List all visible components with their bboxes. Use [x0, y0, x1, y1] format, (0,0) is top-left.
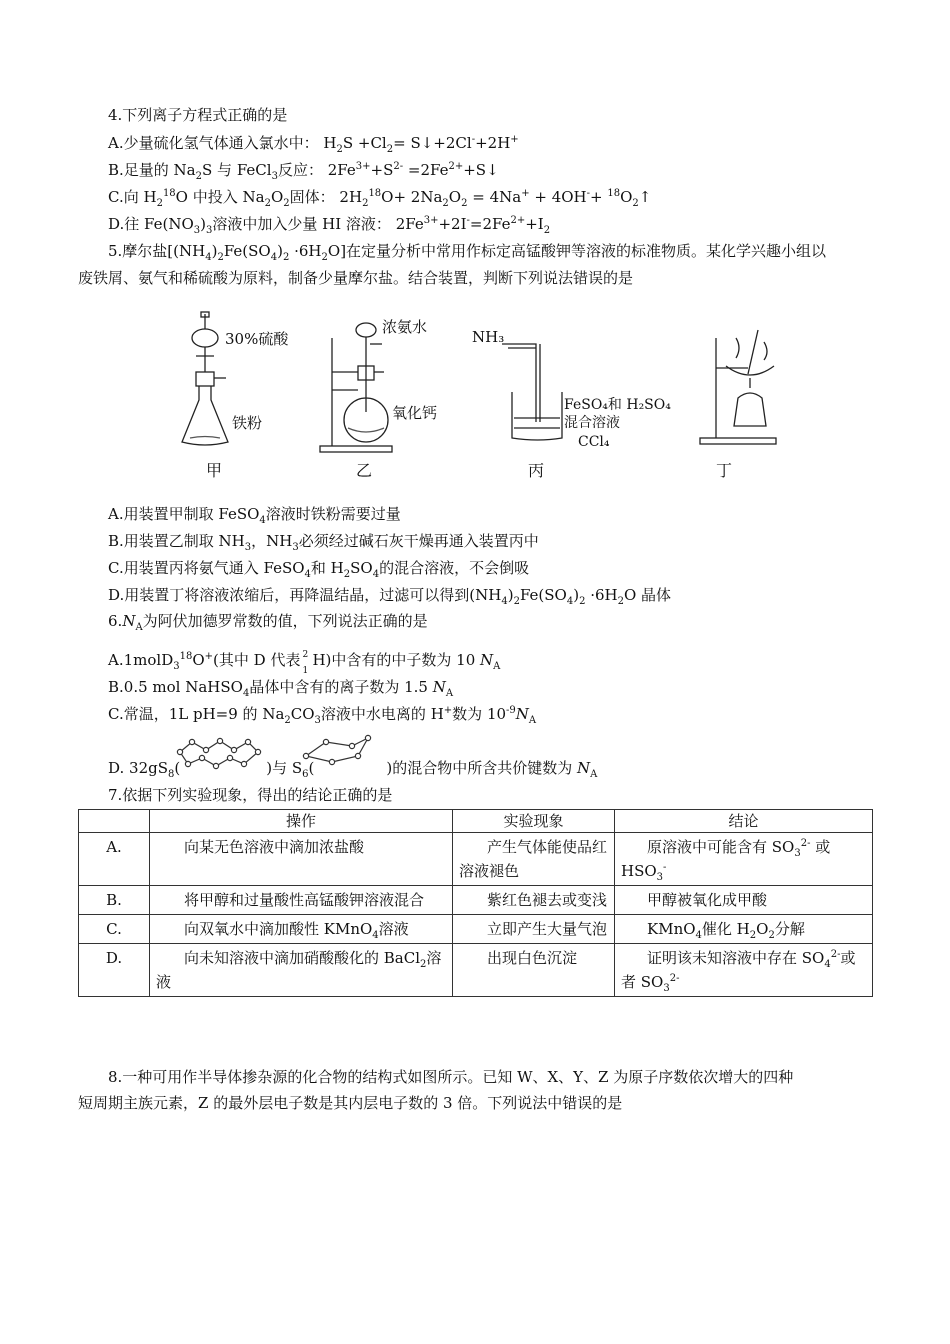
- row-conclusion: KMnO$_4$催化 $H_2O_2$分解: [615, 915, 873, 944]
- header-operation: 操作: [150, 810, 453, 833]
- label-mix1: FeSO₄和 H₂SO₄: [564, 397, 671, 413]
- row-phenomenon: 产生气体能使品红溶液褪色: [453, 833, 615, 886]
- apparatus-figure: [170, 308, 790, 483]
- q5-stem-line2: 废铁屑、氨气和稀硫酸为原料，制备少量摩尔盐。结合装置，判断下列说法错误的是: [78, 269, 634, 287]
- q6-option-a: A.1molD$_3^{18}$O+(其中 D 代表 2 1 H)中含有的中子数为 10 $N_A$: [108, 650, 501, 676]
- label-mix2: 混合溶液: [564, 415, 620, 431]
- table-header-row: [79, 810, 873, 833]
- row-conclusion: 原溶液中可能含有 $SO_3^{2-}$ 或 $HSO_3^-$: [615, 833, 873, 886]
- q4-stem: 4.下列离子方程式正确的是: [108, 106, 288, 124]
- row-conclusion: 甲醇被氧化成甲酸: [615, 886, 873, 915]
- q5-stem-line1: 5.摩尔盐$[(NH_4)_2Fe(SO_4)_2 \cdot 6H_2O]$在定量分析中常用作标定高锰酸钾等溶液的标准物质。某化学兴趣小组以: [108, 242, 827, 263]
- table-row: [79, 944, 873, 997]
- label-ccl4: CCl₄: [578, 434, 610, 450]
- q5-option-a: A.用装置甲制取 FeSO$_4$溶液时铁粉需要过量: [108, 505, 401, 526]
- row-conclusion: 证明该未知溶液中存在 $SO_4^{2-}$或者 $SO_3^{2-}$: [615, 944, 873, 997]
- q6-option-c: C.常温，1L pH=9 的 $Na_2CO_3$溶液中水电离的 H+数为 $10^{-9}N_A$: [108, 705, 537, 726]
- caption-ding: 丁: [716, 461, 733, 480]
- q6-option-b: B.0.5 mol NaHSO$_4$晶体中含有的离子数为 1.5 $N_A$: [108, 678, 454, 699]
- q7-stem: 7.依据下列实验现象，得出的结论正确的是: [108, 786, 393, 804]
- caption-jia: 甲: [206, 461, 223, 480]
- row-phenomenon: 立即产生大量气泡: [453, 915, 615, 944]
- table-row: [79, 886, 873, 915]
- row-phenomenon: 紫红色褪去或变浅: [453, 886, 615, 915]
- q4-option-a: A.少量硫化氢气体通入氯水中： $H_2S +Cl_2=$ S↓+2Cl-+2H+: [108, 134, 519, 155]
- row-operation: 向未知溶液中滴加硝酸酸化的 BaCl$_2$溶液: [150, 944, 453, 997]
- caption-bing: 丙: [528, 461, 545, 480]
- row-label: B.: [79, 886, 150, 915]
- label-iron: 铁粉: [232, 414, 263, 432]
- row-label: A.: [79, 833, 150, 886]
- header-conclusion: 结论: [615, 810, 873, 833]
- q8-line2: 短周期主族元素，Z 的最外层电子数是其内层电子数的 3 倍。下列说法中错误的是: [78, 1094, 623, 1112]
- experiment-table: [78, 809, 873, 997]
- label-nh3: NH₃: [472, 328, 505, 346]
- caption-yi: 乙: [356, 461, 373, 480]
- q8-line1: 8.一种可用作半导体掺杂源的化合物的结构式如图所示。已知 W、X、Y、Z 为原子序数依次增大的四种: [108, 1068, 794, 1086]
- q4-option-c: C.向 $H_2^{18}O$ 中投入 $Na_2O_2$固体： $2H_2^{18}O+ 2Na_2O_2 = 4Na^+ + 4OH^-+$ $^{18}O_2↑$: [108, 188, 652, 209]
- q4-option-d: D.往 $Fe(NO_3)_3$溶液中加入少量 HI 溶液： $2Fe^{3+}+2I^-=2Fe^{2+}+I_2$: [108, 215, 551, 236]
- row-phenomenon: 出现白色沉淀: [453, 944, 615, 997]
- row-label: D.: [79, 944, 150, 997]
- row-operation: 向双氧水中滴加酸性 KMnO$_4$溶液: [150, 915, 453, 944]
- q6-stem: $6.N_A$为阿伏加德罗常数的值，下列说法正确的是: [108, 612, 428, 633]
- label-acid: 30%硫酸: [225, 330, 289, 348]
- header-phenomenon: 实验现象: [453, 810, 615, 833]
- label-cao: 氧化钙: [392, 404, 438, 422]
- table-row: [79, 833, 873, 886]
- label-ammonia-water: 浓氨水: [382, 318, 428, 336]
- q5-option-b: B.用装置乙制取 $NH_3$，$NH_3$必须经过碱石灰干燥再通入装置丙中: [108, 532, 539, 553]
- table-row: [79, 915, 873, 944]
- header-blank: [79, 810, 150, 833]
- row-operation: 将甲醇和过量酸性高锰酸钾溶液混合: [150, 886, 453, 915]
- q6-option-d: D. $32gS_8$( )与 $S_6$( )的混合物中所含共价键数为 $N_A$: [108, 759, 598, 780]
- q5-option-c: C.用装置丙将氨气通入 FeSO$_4$和 $H_2SO_4$的混合溶液，不会倒吸: [108, 559, 530, 580]
- q5-option-d: D.用装置丁将溶液浓缩后，再降温结晶，过滤可以得到$(NH_4)_2Fe(SO_4)_2 \cdot 6H_2O$ 晶体: [108, 586, 672, 607]
- row-operation: 向某无色溶液中滴加浓盐酸: [150, 833, 453, 886]
- row-label: C.: [79, 915, 150, 944]
- q4-option-b: B.足量的 $Na_2S$ 与 FeCl$_3$反应： $2Fe^{3+}+S^{2-}$ $=2Fe^{2+}+S↓$: [108, 161, 499, 182]
